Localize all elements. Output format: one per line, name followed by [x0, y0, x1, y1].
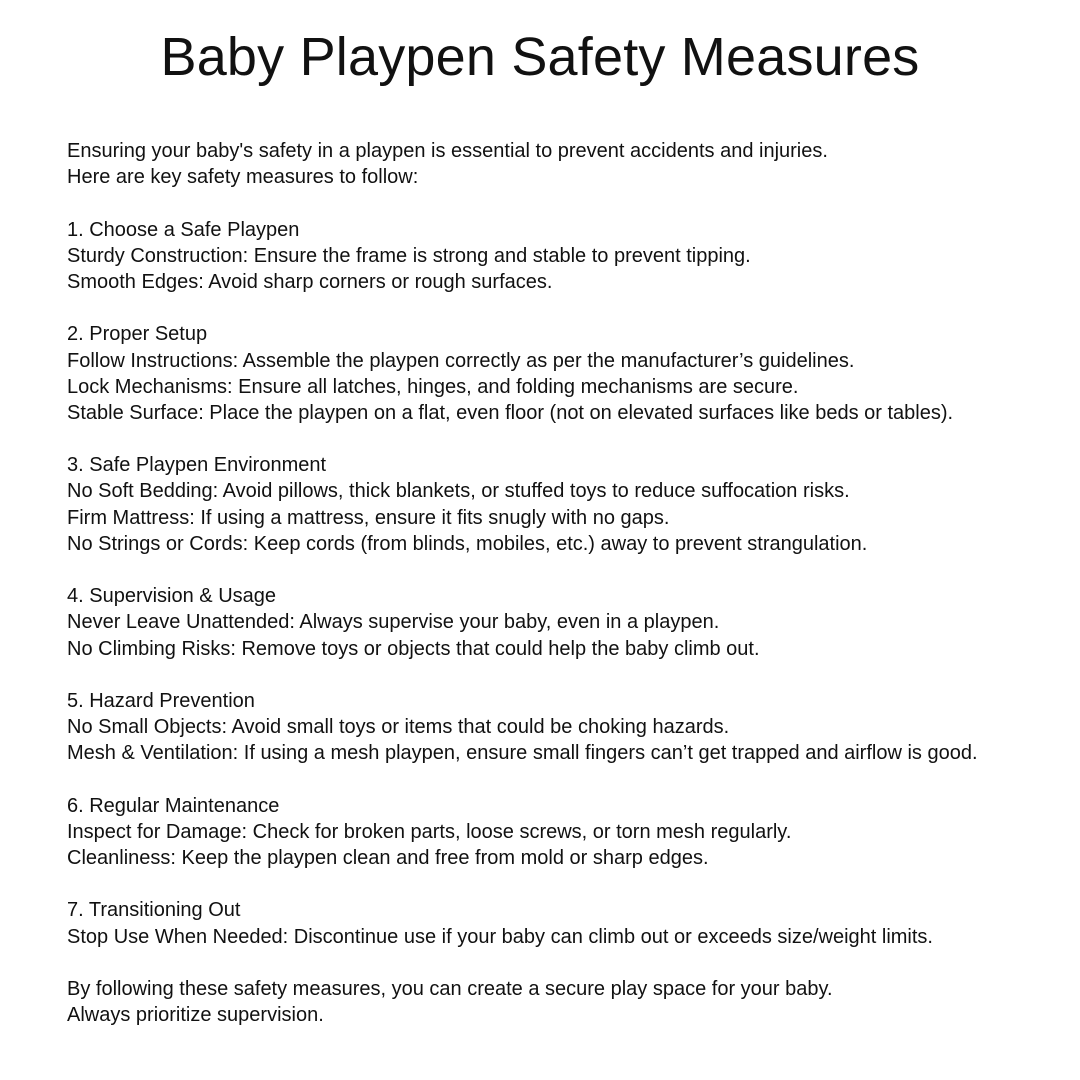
section-line: Follow Instructions: Assemble the playpen correctly as per the manufacturer’s guidelines.: [67, 349, 855, 372]
section-line: Sturdy Construction: Ensure the frame is strong and stable to prevent tipping.: [67, 244, 751, 267]
section-line: Never Leave Unattended: Always supervise your baby, even in a playpen.: [67, 611, 720, 634]
page-title: Baby Playpen Safety Measures: [160, 27, 920, 87]
section-heading: 2. Proper Setup: [67, 323, 208, 346]
section-safe-environment: [67, 452, 1057, 557]
section-line: Mesh & Ventilation: If using a mesh playpen, ensure small fingers can’t get trapped and airflow is good.: [67, 742, 978, 765]
section-line: No Small Objects: Avoid small toys or items that could be choking hazards.: [67, 716, 730, 739]
section-heading: 6. Regular Maintenance: [67, 794, 280, 817]
section-line: Inspect for Damage: Check for broken parts, loose screws, or torn mesh regularly.: [67, 820, 792, 843]
section-supervision-usage: [67, 583, 1057, 662]
section-proper-setup: [67, 321, 1057, 426]
section-regular-maintenance: [67, 793, 1057, 872]
closing-line: Always prioritize supervision.: [67, 1004, 324, 1027]
section-line: Smooth Edges: Avoid sharp corners or rough surfaces.: [67, 270, 553, 293]
intro-line: Ensuring your baby's safety in a playpen is essential to prevent accidents and injuries.: [67, 140, 828, 162]
intro-line: Here are key safety measures to follow:: [67, 166, 419, 189]
section-heading: 4. Supervision & Usage: [67, 585, 277, 608]
intro-paragraph: [67, 138, 1057, 190]
section-line: No Soft Bedding: Avoid pillows, thick blankets, or stuffed toys to reduce suffocation risks.: [67, 480, 850, 503]
section-transitioning-out: [67, 897, 1057, 949]
section-line: Firm Mattress: If using a mattress, ensure it fits snugly with no gaps.: [67, 506, 670, 529]
section-line: No Strings or Cords: Keep cords (from blinds, mobiles, etc.) away to prevent strangulation.: [67, 532, 868, 555]
section-heading: 5. Hazard Prevention: [67, 689, 255, 712]
section-line: Stable Surface: Place the playpen on a flat, even floor (not on elevated surfaces like beds or tables).: [67, 401, 954, 424]
section-heading: 1. Choose a Safe Playpen: [67, 218, 300, 241]
closing-paragraph: [67, 976, 1057, 1028]
section-line: No Climbing Risks: Remove toys or objects that could help the baby climb out.: [67, 637, 760, 660]
section-choose-safe-playpen: [67, 217, 1057, 296]
closing-line: By following these safety measures, you can create a secure play space for your baby.: [67, 978, 833, 1000]
section-hazard-prevention: [67, 688, 1057, 767]
section-line: Lock Mechanisms: Ensure all latches, hinges, and folding mechanisms are secure.: [67, 375, 799, 398]
section-line: Stop Use When Needed: Discontinue use if your baby can climb out or exceeds size/weight limits.: [67, 925, 933, 948]
section-heading: 7. Transitioning Out: [67, 899, 241, 922]
document-body: [67, 138, 1057, 1055]
section-heading: 3. Safe Playpen Environment: [67, 454, 327, 477]
section-line: Cleanliness: Keep the playpen clean and free from mold or sharp edges.: [67, 847, 709, 870]
